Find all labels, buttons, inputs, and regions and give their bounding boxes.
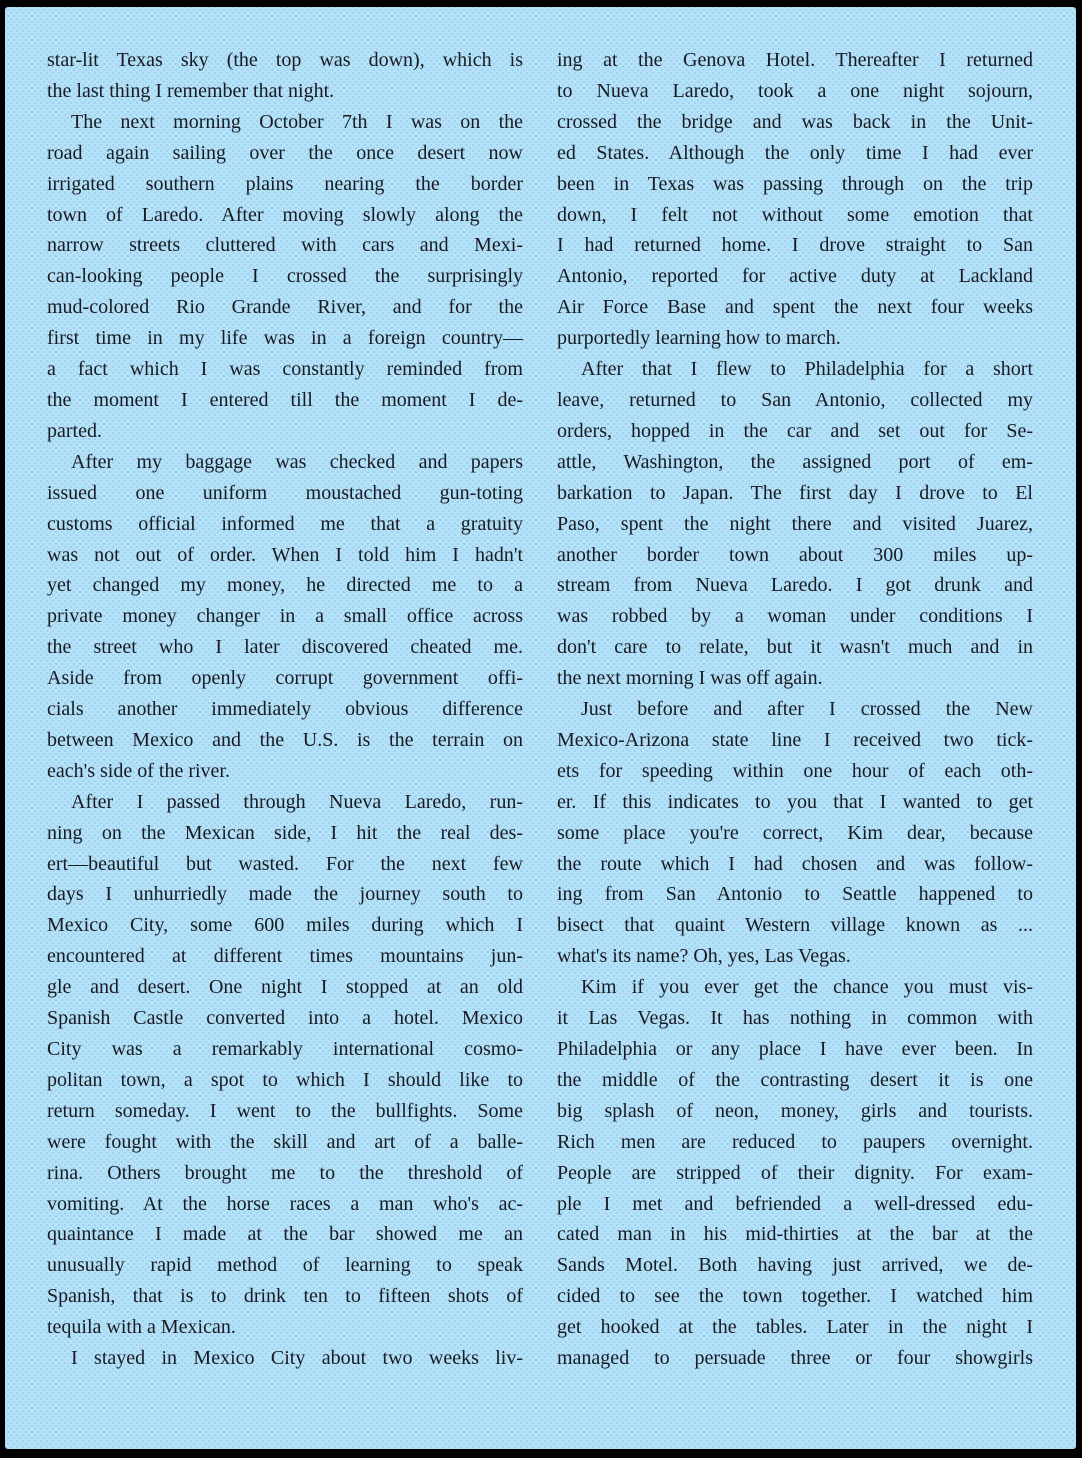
text-line: I had returned home. I drove straight to San [557, 234, 1033, 257]
text-line: After I passed through Nueva Laredo, run- [71, 790, 523, 813]
text-line: Aside from openly corrupt government offi- [47, 667, 523, 690]
text-line: quaintance I made at the bar showed me an [47, 1223, 523, 1246]
text-line: days I unhurriedly made the journey south to [47, 883, 523, 906]
text-line: the moment I entered till the moment I de- [47, 388, 523, 411]
text-line: City was a remarkably international cosmo- [47, 1038, 523, 1060]
text-line: cided to see the town together. I watched him [557, 1285, 1033, 1308]
text-line: gle and desert. One night I stopped at an old [47, 976, 523, 999]
text-line: private money changer in a small office across [47, 605, 523, 628]
text-line: star-lit Texas sky (the top was down), which is [47, 49, 523, 71]
text-line: yet changed my money, he directed me to a [47, 574, 523, 597]
text-line: Spanish, that is to drink ten to fifteen shots of [47, 1285, 523, 1308]
text-line: After that I flew to Philadelphia for a short [581, 358, 1033, 381]
text-line: ert—beautiful but wasted. For the next few [47, 852, 523, 875]
text-line: was not out of order. When I told him I hadn't [47, 543, 523, 566]
text-line: to Nueva Laredo, took a one night sojourn, [557, 79, 1033, 102]
text-line: Just before and after I crossed the New [581, 698, 1033, 721]
text-line: the last thing I remember that night. [47, 79, 335, 102]
text-line: first time in my life was in a foreign country— [47, 327, 523, 350]
text-line: cials another immediately obvious difference [47, 698, 523, 721]
text-line: big splash of neon, money, girls and tourists. [557, 1099, 1033, 1122]
text-line: don't care to relate, but it wasn't much and in [557, 636, 1033, 659]
text-line: Mexico-Arizona state line I received two tick- [557, 728, 1033, 751]
text-line: Antonio, reported for active duty at Lackland [557, 265, 1033, 288]
text-line: what's its name? Oh, yes, Las Vegas. [557, 945, 851, 968]
text-line: the route which I had chosen and was follow- [557, 852, 1033, 875]
text-line: encountered at different times mountains jun- [47, 945, 523, 968]
text-line: issued one uniform moustached gun-toting [47, 481, 523, 504]
text-column-left [47, 45, 523, 1374]
text-line: Rich men are reduced to paupers overnight. [557, 1130, 1033, 1153]
text-line: Sands Motel. Both having just arrived, we de- [557, 1254, 1033, 1277]
text-line: barkation to Japan. The first day I drove to El [557, 481, 1033, 504]
text-line: some place you're correct, Kim dear, because [557, 821, 1033, 844]
text-line: Mexico City, some 600 miles during which I [47, 914, 523, 937]
text-line: the street who I later discovered cheated me. [47, 636, 523, 659]
text-line: vomiting. At the horse races a man who's ac- [47, 1192, 523, 1215]
text-line: each's side of the river. [47, 759, 230, 782]
text-line: mud-colored Rio Grande River, and for the [47, 296, 523, 319]
text-line: road again sailing over the once desert now [47, 141, 523, 164]
text-line: bisect that quaint Western village known as ... [557, 914, 1033, 937]
text-column-right [557, 45, 1033, 1374]
text-line: unusually rapid method of learning to speak [47, 1254, 523, 1277]
text-line: ing at the Genova Hotel. Thereafter I returned [557, 49, 1033, 71]
text-columns [5, 7, 1076, 1374]
text-line: ing from San Antonio to Seattle happened to [557, 883, 1033, 906]
text-line: Air Force Base and spent the next four weeks [557, 296, 1033, 319]
text-line: was robbed by a woman under conditions I [557, 605, 1033, 628]
text-line: ning on the Mexican side, I hit the real des- [47, 821, 523, 844]
text-line: irrigated southern plains nearing the border [47, 172, 523, 195]
text-line: narrow streets cluttered with cars and Mexi- [47, 234, 523, 257]
text-line: stream from Nueva Laredo. I got drunk and [557, 574, 1033, 597]
text-line: tequila with a Mexican. [47, 1316, 236, 1339]
text-line: it Las Vegas. It has nothing in common with [557, 1007, 1033, 1030]
text-line: crossed the bridge and was back in the Unit- [557, 110, 1033, 133]
text-line: cated man in his mid-thirties at the bar at the [557, 1223, 1033, 1246]
page [5, 7, 1076, 1449]
text-line: were fought with the skill and art of a balle- [47, 1130, 523, 1153]
text-line: town of Laredo. After moving slowly along the [47, 203, 523, 226]
text-line: can-looking people I crossed the surprisingly [47, 265, 523, 288]
text-line: been in Texas was passing through on the trip [557, 172, 1033, 195]
text-line: rina. Others brought me to the threshold of [47, 1161, 523, 1184]
text-line: Kim if you ever get the chance you must vis- [581, 976, 1033, 999]
text-line: purportedly learning how to march. [557, 327, 841, 350]
text-line: ets for speeding within one hour of each oth- [557, 759, 1033, 782]
text-line: I stayed in Mexico City about two weeks liv- [71, 1347, 523, 1370]
text-line: The next morning October 7th I was on the [71, 110, 523, 133]
text-line: er. If this indicates to you that I wanted to get [557, 790, 1033, 813]
text-line: After my baggage was checked and papers [71, 450, 523, 473]
text-line: Spanish Castle converted into a hotel. Mexico [47, 1007, 523, 1030]
text-line: a fact which I was constantly reminded from [47, 358, 523, 381]
text-line: the middle of the contrasting desert it is one [557, 1068, 1033, 1091]
text-line: another border town about 300 miles up- [557, 543, 1033, 566]
text-line: attle, Washington, the assigned port of em- [557, 450, 1033, 473]
text-line: managed to persuade three or four showgirls [557, 1347, 1033, 1370]
text-line: People are stripped of their dignity. For exam- [557, 1161, 1033, 1184]
text-line: orders, hopped in the car and set out for Se- [557, 419, 1033, 442]
text-line: Philadelphia or any place I have ever been. In [557, 1038, 1033, 1060]
text-line: down, I felt not without some emotion that [557, 203, 1033, 226]
text-line: politan town, a spot to which I should like to [47, 1068, 523, 1091]
text-line: customs official informed me that a gratuity [47, 512, 523, 535]
text-line: the next morning I was off again. [557, 667, 823, 690]
text-line: ed States. Although the only time I had ever [557, 141, 1033, 164]
text-line: leave, returned to San Antonio, collected my [557, 388, 1033, 411]
text-line: ple I met and befriended a well-dressed edu- [557, 1192, 1033, 1215]
text-line: Paso, spent the night there and visited Juarez, [557, 512, 1033, 535]
text-line: get hooked at the tables. Later in the night I [557, 1316, 1033, 1339]
text-line: return someday. I went to the bullfights. Some [47, 1099, 523, 1122]
text-line: parted. [47, 419, 102, 442]
text-line: between Mexico and the U.S. is the terrain on [47, 728, 523, 751]
